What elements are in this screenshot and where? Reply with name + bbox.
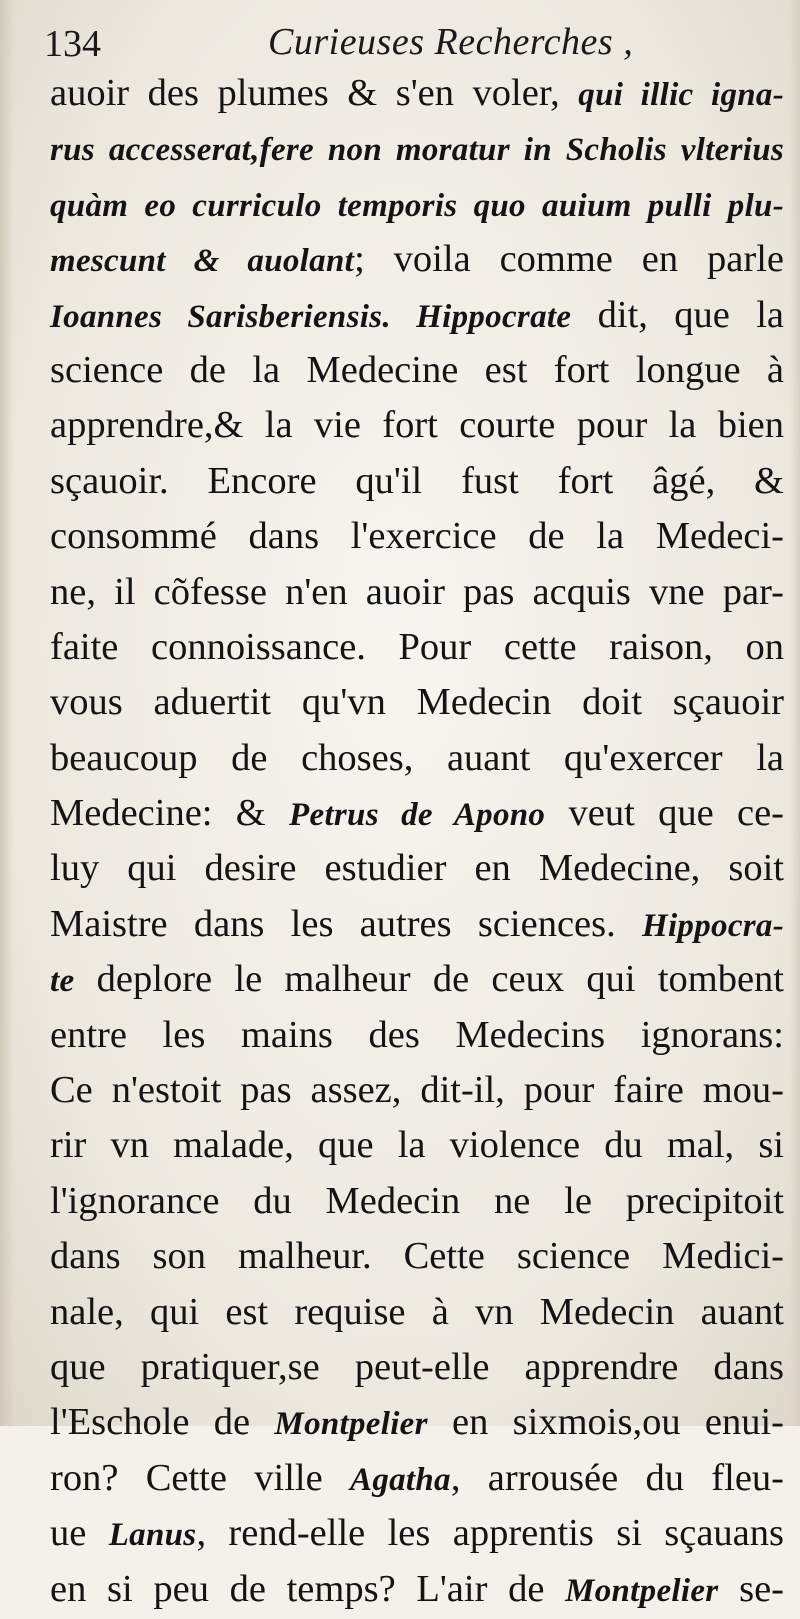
text-line bbox=[50, 1340, 784, 1395]
italic-segment: rus accesserat,fere non moratur in Scholis vlterius bbox=[50, 132, 784, 169]
text-segment: luy qui desire estudier en Medecine, soit bbox=[50, 847, 784, 890]
italic-segment: qui illic igna- bbox=[578, 77, 784, 113]
text-segment: ne, il cõfesse n'en auoir pas acquis vne par- bbox=[50, 570, 784, 613]
text-segment: nale, qui est requise à vn Medecin auant bbox=[50, 1290, 784, 1333]
text-line bbox=[50, 177, 784, 232]
text-segment: dans son malheur. Cette science Medici- bbox=[50, 1235, 784, 1278]
text-segment: deplore le malheur de ceux qui tombent bbox=[74, 958, 784, 1001]
text-line bbox=[50, 1229, 784, 1284]
body-text bbox=[50, 66, 784, 1617]
text-line bbox=[50, 1063, 784, 1118]
text-line bbox=[50, 509, 784, 564]
italic-segment: te bbox=[50, 963, 75, 1000]
italic-segment: mescunt & auolant bbox=[50, 243, 355, 280]
text-segment: faite connoissance. Pour cette raison, on bbox=[50, 625, 784, 668]
text-line bbox=[50, 565, 784, 620]
text-segment: l'Eschole de bbox=[50, 1401, 275, 1444]
italic-segment: Agatha bbox=[350, 1461, 451, 1498]
text-line bbox=[50, 1008, 784, 1063]
text-line bbox=[50, 1562, 784, 1617]
text-line bbox=[50, 952, 784, 1007]
text-segment: vous aduertit qu'vn Medecin doit sçauoir bbox=[50, 681, 784, 724]
italic-segment: quàm eo curriculo temporis quo auium pulli plu- bbox=[50, 187, 784, 224]
italic-segment: Petrus de Apono bbox=[289, 797, 546, 834]
text-line bbox=[50, 232, 784, 287]
text-segment: rir vn malade, que la violence du mal, si bbox=[50, 1124, 784, 1167]
italic-segment: Lanus bbox=[108, 1517, 197, 1554]
text-segment: science de la Medecine est fort longue à bbox=[50, 348, 784, 391]
text-segment: sçauoir. Encore qu'il fust fort âgé, & bbox=[50, 459, 784, 502]
page-number: 134 bbox=[44, 23, 101, 65]
text-segment: en si peu de temps? L'air de bbox=[50, 1567, 566, 1610]
text-line bbox=[50, 1174, 784, 1229]
text-segment: ron? Cette ville bbox=[50, 1456, 351, 1499]
text-segment: en sixmois,ou enui- bbox=[427, 1401, 784, 1444]
text-segment: dit, que la bbox=[571, 293, 784, 336]
text-segment: auoir des plumes & s'en voler, bbox=[50, 72, 579, 114]
text-segment: , rend-elle les apprentis si sçauans bbox=[196, 1512, 784, 1555]
page-edge-shadow bbox=[790, 0, 800, 1426]
text-line bbox=[50, 66, 784, 121]
running-head bbox=[38, 12, 778, 70]
text-segment: ue bbox=[50, 1512, 109, 1555]
text-segment: apprendre,& la vie fort courte pour la bien bbox=[50, 404, 784, 447]
text-segment: Maistre dans les autres sciences. bbox=[50, 902, 642, 945]
italic-segment: Montpelier bbox=[565, 1572, 719, 1609]
text-segment: l'ignorance du Medecin ne le precipitoit bbox=[50, 1179, 784, 1222]
text-segment: ; voila comme en parle bbox=[354, 238, 785, 281]
page-gutter-shadow bbox=[0, 0, 14, 1426]
text-segment: entre les mains des Medecins ignorans: bbox=[50, 1013, 784, 1056]
text-segment: veut que ce- bbox=[545, 792, 785, 835]
text-line bbox=[50, 620, 784, 675]
text-line bbox=[50, 398, 784, 453]
text-line bbox=[50, 675, 784, 730]
text-line bbox=[50, 1451, 784, 1506]
text-line bbox=[50, 1285, 784, 1340]
text-segment: beaucoup de choses, auant qu'exercer la bbox=[50, 736, 784, 779]
italic-segment: Ioannes Sarisberiensis. Hippocrate bbox=[50, 298, 572, 335]
text-line bbox=[50, 288, 784, 343]
italic-segment: Montpelier bbox=[274, 1406, 428, 1443]
text-segment: Ce n'estoit pas assez, dit-il, pour faire mou- bbox=[50, 1069, 784, 1112]
text-line bbox=[50, 1118, 784, 1173]
text-line bbox=[50, 1395, 784, 1450]
text-line bbox=[50, 121, 784, 176]
text-line bbox=[50, 1506, 784, 1561]
text-line bbox=[50, 343, 784, 398]
text-segment: se- bbox=[718, 1567, 784, 1610]
text-line bbox=[50, 841, 784, 896]
text-line bbox=[50, 897, 784, 952]
text-line bbox=[50, 454, 784, 509]
text-segment: consommé dans l'exercice de la Medeci- bbox=[50, 515, 784, 558]
text-segment: que pratiquer,se peut-elle apprendre dans bbox=[50, 1345, 784, 1388]
text-line bbox=[50, 731, 784, 786]
text-segment: , arrousée du fleu- bbox=[450, 1456, 784, 1499]
text-segment: Medecine: & bbox=[50, 792, 290, 835]
text-line bbox=[50, 786, 784, 841]
italic-segment: Hippocra- bbox=[641, 907, 784, 944]
running-title: Curieuses Recherches , bbox=[268, 21, 634, 63]
